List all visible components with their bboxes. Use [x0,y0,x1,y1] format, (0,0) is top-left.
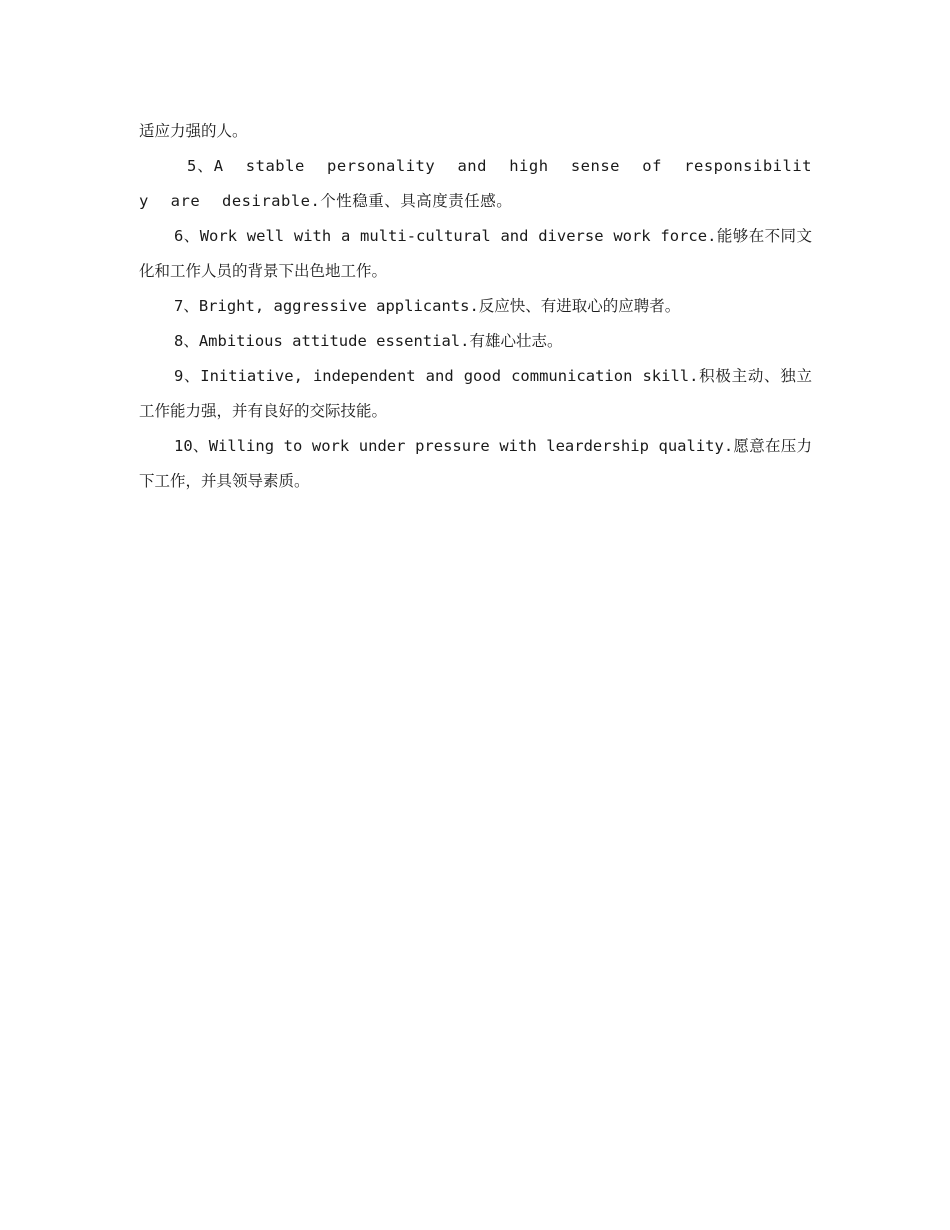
paragraph-item-7: 7、Bright, aggressive applicants.反应快、有进取心的应聘者。 [174,297,681,315]
paragraph-item-9: 9、Initiative, independent and good communication skill.积极主动、独立工作能力强，并有良好的交际技能。 [139,367,812,420]
paragraph-item-6: 6、Work well with a multi-cultural and diverse work force.能够在不同文化和工作人员的背景下出色地工作。 [139,227,812,280]
document-body [139,114,812,499]
paragraph-item-8: 8、Ambitious attitude essential.有雄心壮志。 [174,332,563,350]
paragraph-item-5: 5、A stable personality and high sense of responsibility are desirable.个性稳重、具高度责任感。 [139,157,812,210]
paragraph-item-10: 10、Willing to work under pressure with leardership quality.愿意在压力下工作，并具领导素质。 [139,437,812,490]
paragraph-continuation: 适应力强的人。 [139,122,248,140]
